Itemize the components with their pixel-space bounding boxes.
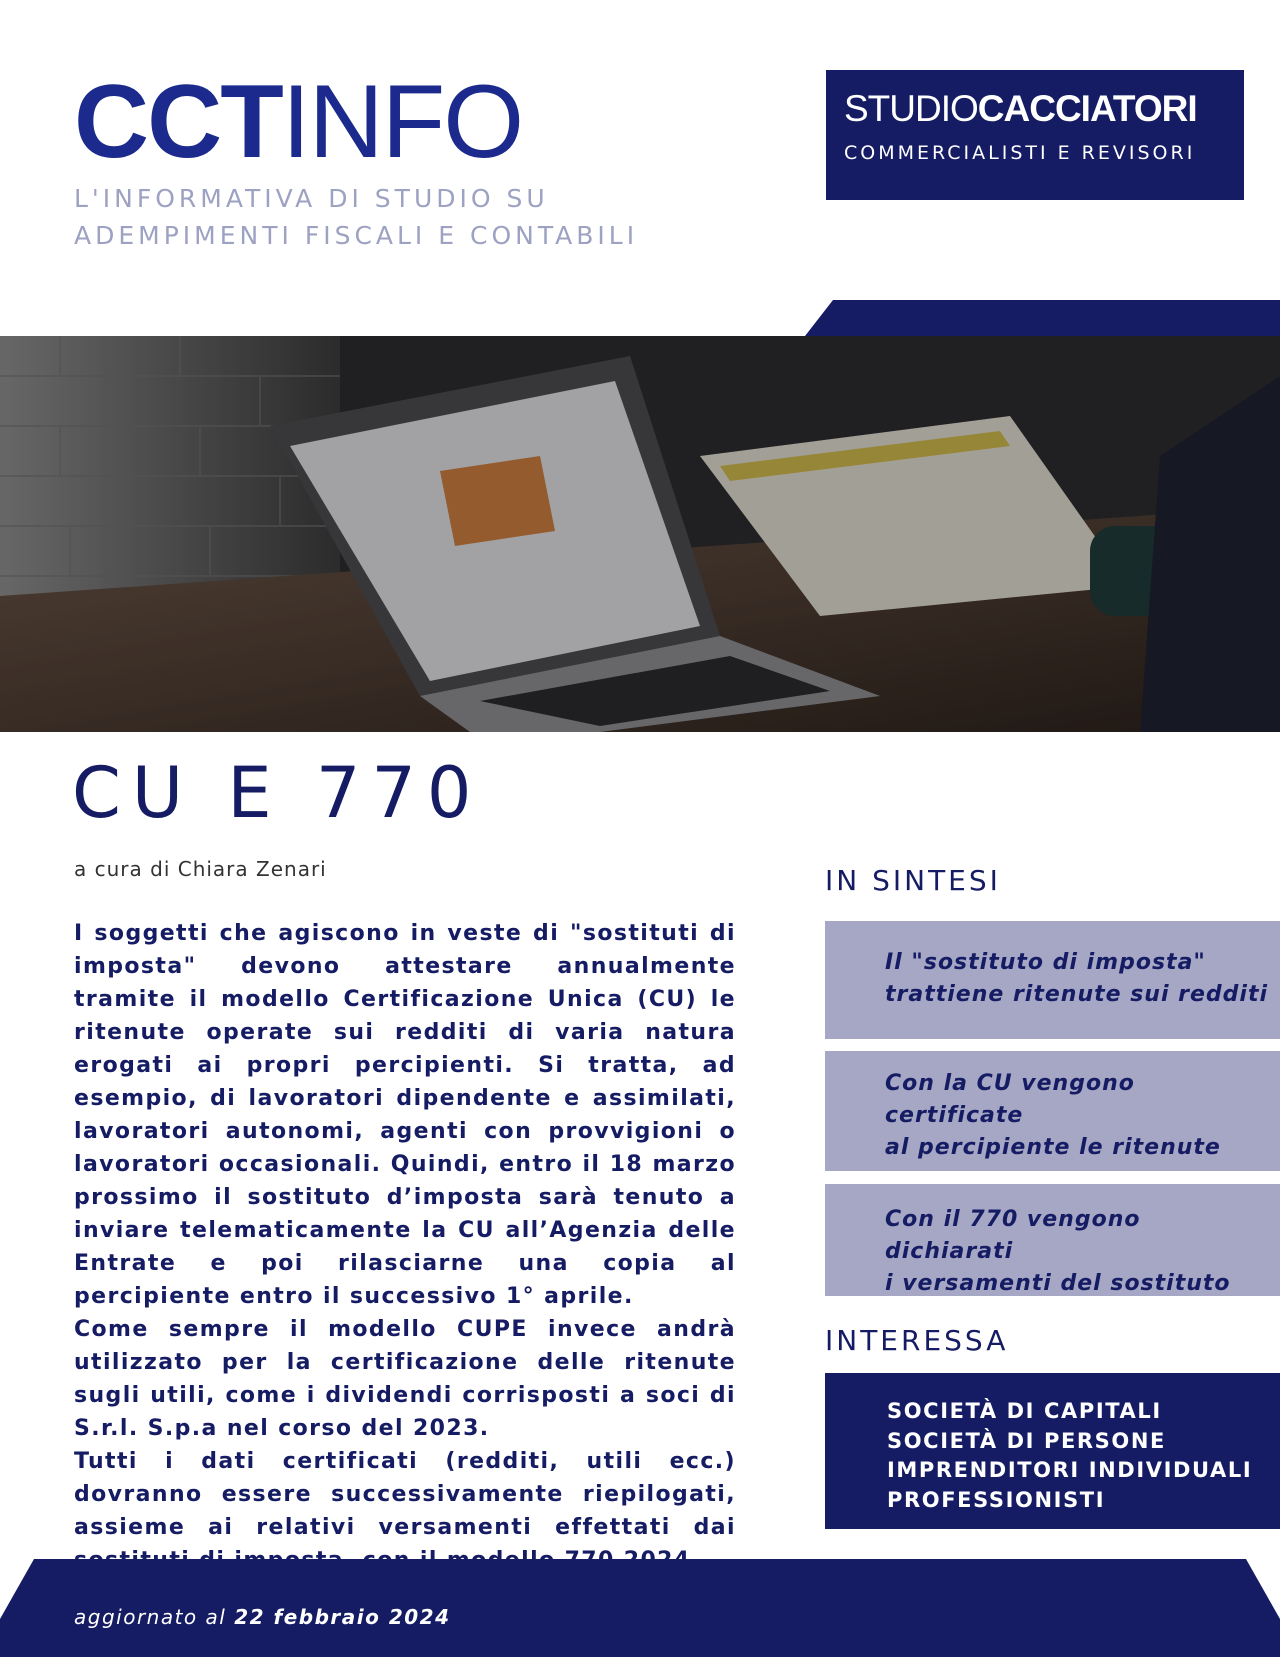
interest-item: SOCIETÀ DI CAPITALI — [887, 1399, 1162, 1423]
studio-name-light: STUDIO — [844, 88, 978, 129]
cctinfo-logo — [74, 64, 523, 180]
brand-light: INFO — [281, 64, 523, 180]
summary-item — [825, 1184, 1280, 1296]
summary-item-line: Il "sostituto di imposta" — [885, 950, 1206, 975]
interest-item: PROFESSIONISTI — [887, 1487, 1106, 1512]
summary-item-line: al percipiente le ritenute — [885, 1135, 1221, 1160]
summary-item-line: i versamenti del sostituto — [885, 1271, 1231, 1296]
banner-accent-tab — [805, 300, 1280, 336]
summary-item — [825, 921, 1280, 1039]
article-author: a cura di Chiara Zenari — [74, 857, 327, 881]
footer-date: 22 febbraio 2024 — [234, 1605, 451, 1629]
interest-box — [825, 1373, 1280, 1529]
summary-item-line: trattiene ritenute sui redditi — [885, 982, 1269, 1007]
studio-name-bold: CACCIATORI — [977, 88, 1197, 129]
article-title: CU E 770 — [72, 752, 483, 834]
brand-bold: CCT — [74, 64, 282, 180]
footer-prefix: aggiornato al — [74, 1605, 227, 1629]
summary-item — [825, 1051, 1280, 1171]
studio-logo-box — [826, 70, 1244, 200]
interest-heading: INTERESSA — [825, 1324, 1009, 1357]
interest-item: IMPRENDITORI INDIVIDUALI — [887, 1458, 1253, 1482]
studio-tagline: COMMERCIALISTI E REVISORI — [844, 142, 1196, 164]
article-body — [74, 917, 736, 1577]
studio-name — [844, 88, 1224, 130]
brand-subtitle — [74, 180, 694, 254]
article-paragraph: I soggetti che agiscono in veste di "sostituti di imposta" devono attestare annualmente tramite il modello Certificazione Unica (CU) le ritenute operate sui redditi di varia natura erogati ai propri percipienti. Si tratta, ad esempio, di lavoratori dipendente e assimilati, lavoratori autonomi, agenti con provvigioni o lavoratori occasionali. Quindi, entro il 18 marzo prossimo il sostituto d’imposta sarà tenuto a inviare telematicamente la CU all’Agenzia delle Entrate e poi rilasciarne una copia al percipiente entro il successivo 1° aprile. — [74, 921, 736, 1309]
footer-updated — [74, 1605, 450, 1629]
brand-subtitle-line1: L'INFORMATIVA DI STUDIO SU — [74, 184, 549, 213]
laptop-desk-illustration — [0, 336, 1280, 732]
interest-item: SOCIETÀ DI PERSONE — [887, 1428, 1166, 1453]
summary-heading: IN SINTESI — [825, 864, 1001, 897]
article-paragraph: Tutti i dati certificati (redditi, utili ecc.) dovranno essere successivamente riepilogati, assieme ai relativi versamenti effettati dai — [74, 1449, 736, 1540]
article-paragraph: Come sempre il modello CUPE invece andrà utilizzato per la certificazione delle ritenute sugli utili, come i dividendi corrisposti a soci di S.r.l. S.p.a nel corso del 2023. — [74, 1317, 736, 1441]
brand-subtitle-line2: ADEMPIMENTI FISCALI E CONTABILI — [74, 221, 639, 250]
hero-photo — [0, 336, 1280, 732]
summary-item-line: Con il 770 vengono dichiarati — [885, 1207, 1141, 1264]
summary-item-line: Con la CU vengono certificate — [885, 1071, 1135, 1128]
